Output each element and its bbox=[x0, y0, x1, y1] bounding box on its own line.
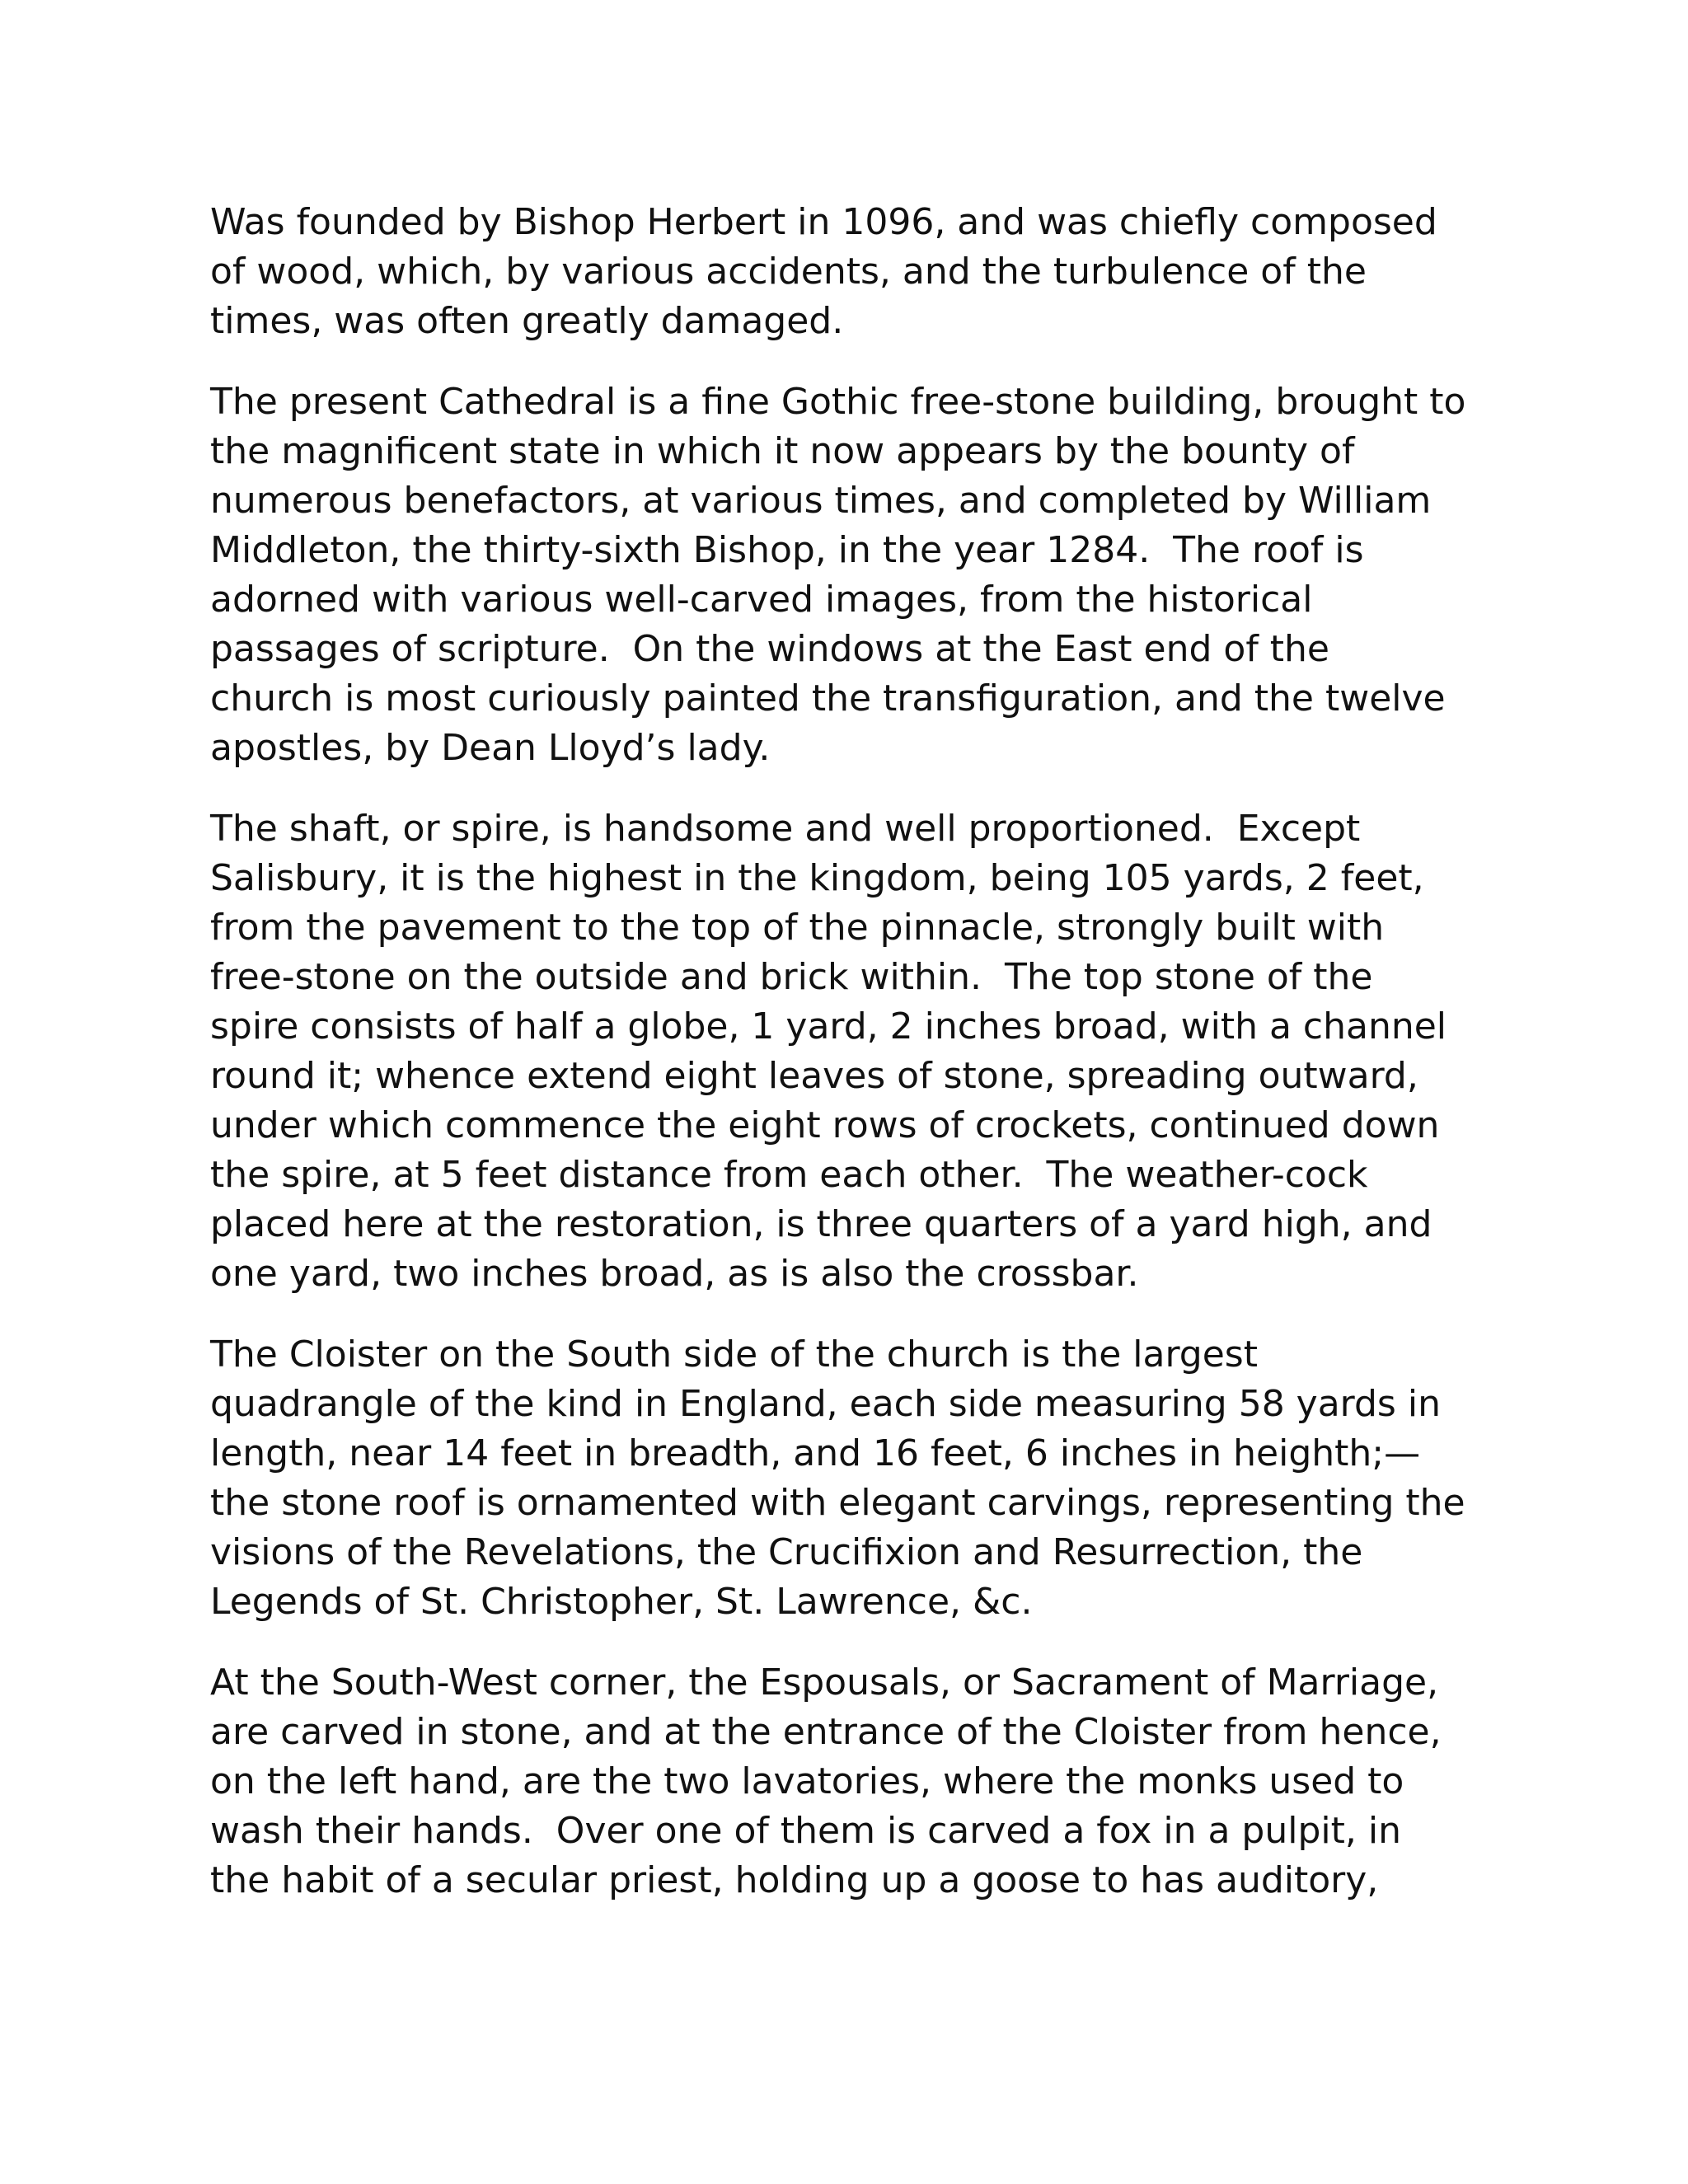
text-line: Legends of St. Christopher, St. Lawrence, &c. bbox=[210, 1581, 1033, 1623]
text-line: the magnificent state in which it now appears by the bounty of bbox=[210, 430, 1355, 472]
text-line: the habit of a secular priest, holding up a goose to has auditory, bbox=[210, 1859, 1379, 1901]
text-line: adorned with various well-carved images, from the historical bbox=[210, 579, 1313, 621]
text-line: visions of the Revelations, the Crucifixion and Resurrection, the bbox=[210, 1531, 1363, 1573]
text-line: Was founded by Bishop Herbert in 1096, and was chiefly composed bbox=[210, 201, 1437, 243]
text-line: numerous benefactors, at various times, and completed by William bbox=[210, 480, 1432, 522]
text-line: wash their hands. Over one of them is carved a fox in a pulpit, in bbox=[210, 1810, 1401, 1852]
text-line: passages of scripture. On the windows at the East end of the bbox=[210, 628, 1330, 670]
text-line: times, was often greatly damaged. bbox=[210, 300, 844, 342]
text-line: The present Cathedral is a fine Gothic free-stone building, brought to bbox=[210, 381, 1466, 423]
text-line: apostles, by Dean Lloyd’s lady. bbox=[210, 727, 771, 769]
text-line: on the left hand, are the two lavatories, where the monks used to bbox=[210, 1760, 1404, 1802]
text-line: the stone roof is ornamented with elegant carvings, representing the bbox=[210, 1482, 1465, 1524]
text-line: The shaft, or spire, is handsome and well proportioned. Except bbox=[210, 808, 1361, 850]
text-line: Middleton, the thirty-sixth Bishop, in the year 1284. The roof is bbox=[210, 529, 1364, 571]
text-line: church is most curiously painted the transfiguration, and the twelve bbox=[210, 677, 1446, 719]
paragraph-founding bbox=[210, 198, 1496, 346]
text-line: one yard, two inches broad, as is also the crossbar. bbox=[210, 1253, 1139, 1295]
text-line: of wood, which, by various accidents, and the turbulence of the bbox=[210, 251, 1367, 293]
text-line: At the South-West corner, the Espousals, or Sacrament of Marriage, bbox=[210, 1661, 1439, 1704]
paragraph-cathedral bbox=[210, 377, 1496, 773]
text-line: spire consists of half a globe, 1 yard, 2 inches broad, with a channel bbox=[210, 1005, 1447, 1047]
document-page bbox=[210, 198, 1496, 1937]
paragraph-spire bbox=[210, 804, 1496, 1299]
paragraph-south-west-corner bbox=[210, 1658, 1496, 1905]
text-line: length, near 14 feet in breadth, and 16 feet, 6 inches in heighth;— bbox=[210, 1432, 1421, 1474]
text-line: free-stone on the outside and brick within. The top stone of the bbox=[210, 956, 1373, 998]
text-line: Salisbury, it is the highest in the kingdom, being 105 yards, 2 feet, bbox=[210, 857, 1424, 899]
text-line: the spire, at 5 feet distance from each other. The weather-cock bbox=[210, 1154, 1368, 1196]
text-line: The Cloister on the South side of the church is the largest bbox=[210, 1333, 1258, 1376]
text-line: are carved in stone, and at the entrance of the Cloister from hence, bbox=[210, 1711, 1442, 1753]
text-line: quadrangle of the kind in England, each side measuring 58 yards in bbox=[210, 1383, 1441, 1425]
text-line: round it; whence extend eight leaves of stone, spreading outward, bbox=[210, 1055, 1418, 1097]
text-line: under which commence the eight rows of crockets, continued down bbox=[210, 1104, 1440, 1146]
text-line: from the pavement to the top of the pinnacle, strongly built with bbox=[210, 907, 1385, 949]
text-line: placed here at the restoration, is three quarters of a yard high, and bbox=[210, 1203, 1432, 1245]
paragraph-cloister bbox=[210, 1330, 1496, 1627]
